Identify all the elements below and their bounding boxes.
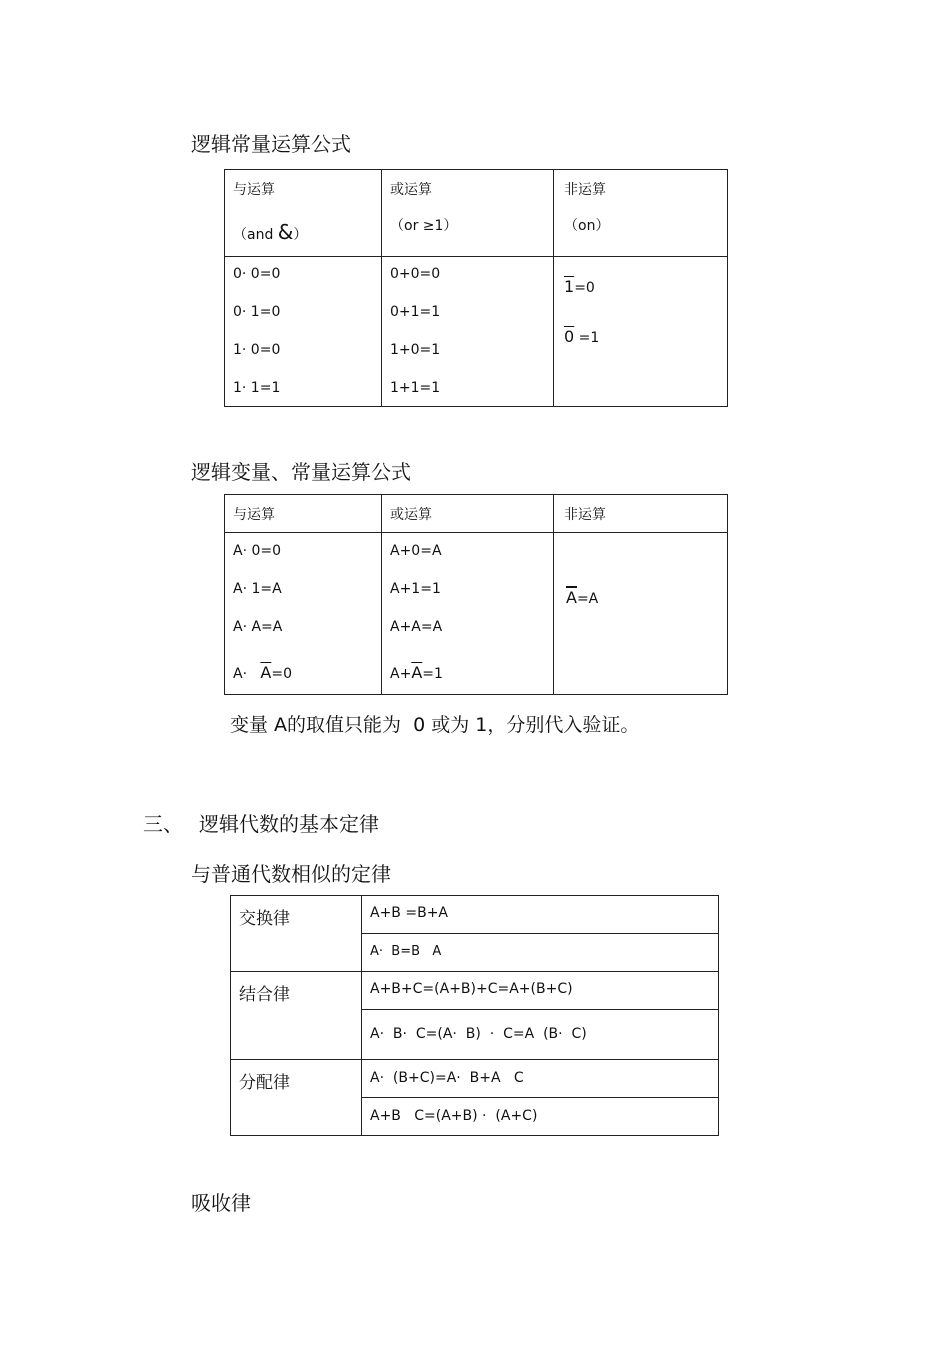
not-formulas-cell — [554, 533, 728, 695]
and-formula: A· 0=0 — [233, 543, 282, 559]
or-formula: A+0=A — [390, 543, 442, 559]
or-header-cell — [382, 495, 554, 533]
and-formula: $A\cdot \overline{A}=0$ — [233, 663, 292, 682]
and-header-cell — [225, 170, 382, 257]
law-name-cell — [231, 972, 362, 1060]
and-formula: 0· 1=0 — [233, 304, 281, 320]
and-subheader: （and &） — [233, 220, 308, 244]
law-formula: A· (B+C)=A· B+A C — [370, 1070, 524, 1086]
or-formula: $A+\overline{A}=1$ — [390, 663, 443, 682]
law-name-cell — [231, 896, 362, 972]
laws-table — [230, 895, 719, 1136]
or-header-cell — [382, 170, 554, 257]
not-header-cell — [554, 495, 728, 533]
law-formula-cell — [362, 1098, 719, 1136]
not-header-cell — [554, 170, 728, 257]
not-formulas-cell — [554, 257, 728, 407]
section-heading-variables: 逻辑变量、常量运算公式 — [191, 460, 411, 484]
not-subheader: （on） — [564, 218, 610, 234]
or-header: 或运算 — [390, 182, 432, 198]
law-formula-cell — [362, 972, 719, 1010]
or-formula: A+A=A — [390, 619, 443, 635]
law-name: 结合律 — [239, 985, 290, 1005]
or-formula: 1+1=1 — [390, 380, 441, 396]
not-header: 非运算 — [564, 182, 606, 198]
law-formula: A+B C=(A+B) · (A+C) — [370, 1108, 538, 1124]
or-header: 或运算 — [390, 507, 432, 523]
law-formula: A· B=B A — [370, 944, 442, 959]
not-header: 非运算 — [564, 507, 606, 523]
or-formulas-cell — [382, 257, 554, 407]
subheading-absorption-law: 吸收律 — [191, 1191, 251, 1215]
subheading-similar-laws: 与普通代数相似的定律 — [191, 862, 391, 886]
law-name-cell — [231, 1060, 362, 1136]
or-formula: 0+1=1 — [390, 304, 441, 320]
and-formula: A· 1=A — [233, 581, 282, 597]
variable-ops-table — [224, 494, 728, 695]
and-formula: 1· 1=1 — [233, 380, 281, 396]
not-formula: $\overline{A}=A$ — [566, 588, 599, 607]
law-formula: A+B+C=(A+B)+C=A+(B+C) — [370, 981, 573, 997]
and-formula: 1· 0=0 — [233, 342, 281, 358]
and-formula: 0· 0=0 — [233, 266, 281, 282]
or-formula: 0+0=0 — [390, 266, 441, 282]
substitution-note: 变量 A的取值只能为 0 或为 1，分别代入验证。 — [230, 714, 640, 736]
and-formulas-cell — [225, 533, 382, 695]
law-formula-cell — [362, 934, 719, 972]
law-formula-cell — [362, 1060, 719, 1098]
section-heading-constants: 逻辑常量运算公式 — [191, 132, 351, 156]
section-title: 逻辑代数的基本定律 — [199, 812, 379, 836]
and-header: 与运算 — [233, 182, 275, 198]
or-formula: A+1=1 — [390, 581, 441, 597]
section-number: 三、 — [143, 812, 183, 836]
or-formulas-cell — [382, 533, 554, 695]
or-formula: 1+0=1 — [390, 342, 441, 358]
and-header: 与运算 — [233, 507, 275, 523]
law-formula: A+B =B+A — [370, 905, 449, 921]
and-header-cell — [225, 495, 382, 533]
and-formulas-cell — [225, 257, 382, 407]
or-subheader: （or ≥1） — [390, 218, 458, 234]
not-formula: 1=0 — [564, 277, 595, 296]
law-formula-cell — [362, 1010, 719, 1060]
constant-ops-table — [224, 169, 728, 407]
law-name: 交换律 — [239, 909, 290, 929]
not-formula: 0 =1 — [564, 327, 600, 346]
and-formula: A· A=A — [233, 619, 283, 635]
law-name: 分配律 — [239, 1073, 290, 1093]
law-formula-cell — [362, 896, 719, 934]
law-formula: A· B· C=(A· B) · C=A (B· C) — [370, 1026, 587, 1042]
